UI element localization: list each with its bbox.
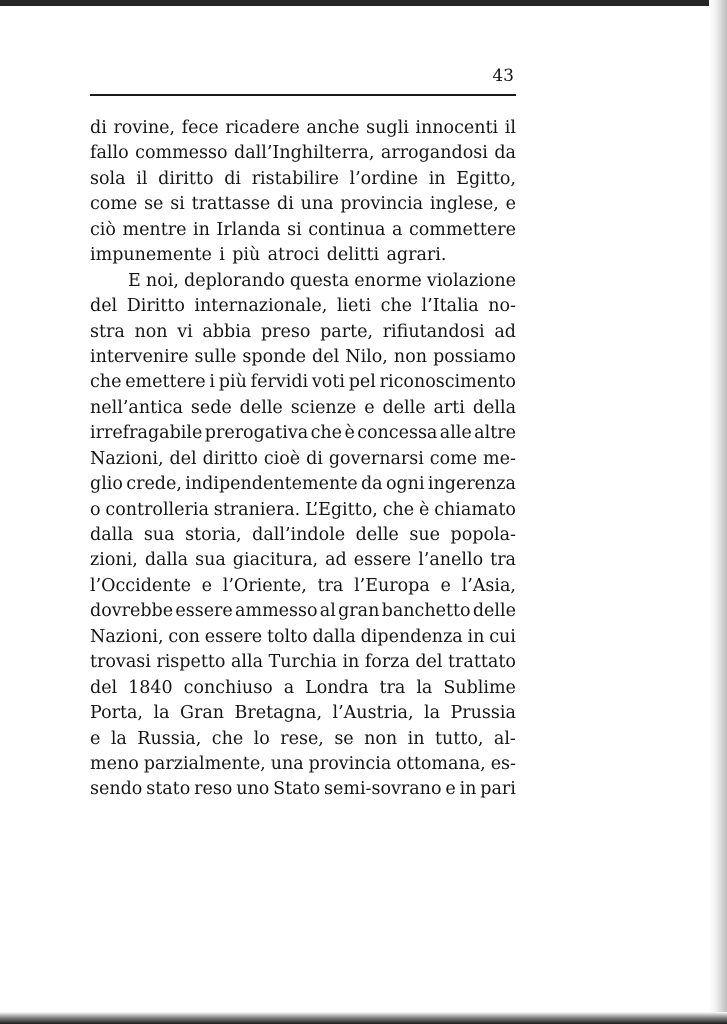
text-line: Nazioni, del diritto cioè di governarsi come me- bbox=[90, 448, 516, 469]
header-rule bbox=[90, 94, 516, 96]
text-line: zioni, dalla sua giacitura, ad essere l’anello tra bbox=[90, 550, 516, 571]
text-line: intervenire sulle sponde del Nilo, non possiamo bbox=[90, 346, 516, 367]
text-line: del 1840 conchiuso a Londra tra la Sublime bbox=[90, 677, 516, 698]
paragraph-1 bbox=[90, 116, 516, 269]
scan-right-edge bbox=[709, 0, 727, 1024]
text-line: nell’antica sede delle scienze e delle arti della bbox=[90, 397, 516, 418]
text-line: dalla sua storia, dall’indole delle sue popola- bbox=[90, 525, 516, 545]
text-line: o controlleria straniera. L’Egitto, che è chiamato bbox=[90, 499, 516, 520]
text-line: che emettere i più fervidi voti pel riconoscimento bbox=[90, 372, 516, 393]
scan-bottom-edge bbox=[0, 1012, 727, 1024]
text-line: del Diritto internazionale, lieti che l’Italia no- bbox=[90, 296, 516, 317]
text-line: come se si trattasse di una provincia inglese, e bbox=[90, 194, 516, 215]
text-line: Porta, la Gran Bretagna, l’Austria, la Prussia bbox=[90, 703, 516, 724]
text-line: dovrebbe essere ammesso al gran banchetto delle bbox=[90, 601, 516, 622]
text-line: glio crede, indipendentemente da ogni ingerenza bbox=[90, 474, 516, 495]
text-line: stra non vi abbia preso parte, rifiutandosi ad bbox=[90, 321, 516, 342]
text-line: trovasi rispetto alla Turchia in forza del trattato bbox=[90, 652, 516, 673]
text-line: di rovine, fece ricadere anche sugli innocenti il bbox=[90, 118, 516, 138]
text-line: irrefragabile prerogativa che è concessa alle altre bbox=[90, 423, 516, 444]
text-line: Nazioni, con essere tolto dalla dipendenza in cui bbox=[90, 626, 516, 647]
text-line: l’Occidente e l’Oriente, tra l’Europa e l’Asia, bbox=[90, 575, 516, 596]
text-line: sola il diritto di ristabilire l’ordine in Egitto, bbox=[90, 168, 516, 189]
text-line: E noi, deplorando questa enorme violazione bbox=[128, 270, 516, 291]
text-line: e la Russia, che lo rese, se non in tutto, al- bbox=[90, 728, 516, 749]
scan-top-edge bbox=[0, 0, 727, 6]
text-line: sendo stato reso uno Stato semi-sovrano e in pari bbox=[90, 779, 516, 800]
page-number: 43 bbox=[492, 66, 514, 86]
text-line: impunemente i più atroci delitti agrari. bbox=[90, 245, 447, 266]
text-line: fallo commesso dall’Inghilterra, arrogandosi da bbox=[90, 143, 516, 164]
page-text bbox=[90, 116, 516, 803]
text-line: meno parzialmente, una provincia ottomana, es- bbox=[90, 753, 516, 774]
paragraph-2 bbox=[90, 269, 516, 803]
text-line: ciò mentre in Irlanda si continua a commettere bbox=[90, 219, 516, 240]
